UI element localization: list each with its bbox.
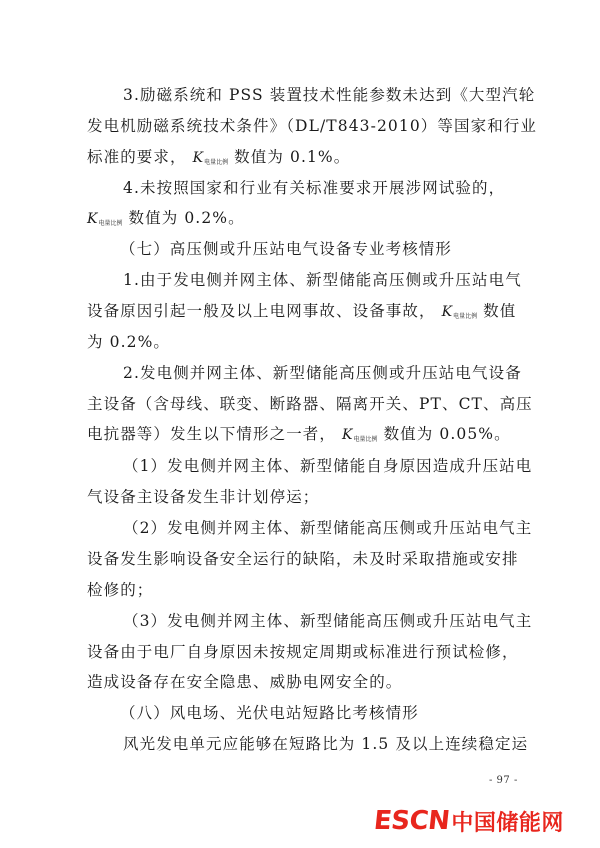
k-letter: K (441, 304, 453, 320)
line-text: 数值 (483, 302, 517, 320)
section-heading: （七）高压侧或升压站电气设备专业考核情形 (120, 240, 453, 258)
paragraph-line: 发电机励磁系统技术条件》（DL/T843-2010）等国家和行业 (87, 117, 538, 135)
paragraph-line: （2）发电侧并网主体、新型储能高压侧或升压站电气主 (123, 519, 533, 537)
line-text: 电抗器等）发生以下情形之一者， (87, 425, 337, 443)
paragraph-line: 2.发电侧并网主体、新型储能高压侧或升压站电气设备 (123, 364, 522, 382)
line-text: 数值为 0.2%。 (128, 209, 245, 227)
paragraph-line (87, 208, 245, 234)
paragraph-line: （1）发电侧并网主体、新型储能自身原因造成升压站电 (123, 457, 533, 475)
line-text: 数值为 0.05%。 (383, 425, 511, 443)
paragraph-line: 3.励磁系统和 PSS 装置技术性能参数未达到《大型汽轮 (123, 86, 536, 104)
paragraph-line: 气设备主设备发生非计划停运； (87, 488, 320, 506)
k-subscript: 电量比例 (98, 220, 123, 227)
k-subscript: 电量比例 (453, 313, 478, 320)
k-subscript: 电量比例 (353, 436, 378, 443)
logo-en-text: ESCN (372, 806, 451, 836)
logo-cn-text: 中国储能网 (451, 810, 564, 836)
paragraph-line: 主设备（含母线、联变、断路器、隔离开关、PT、CT、高压 (87, 395, 533, 413)
paragraph-line: 1.由于发电侧并网主体、新型储能高压侧或升压站电气 (123, 271, 522, 289)
paragraph-line: 4.未按照国家和行业有关标准要求开展涉网试验的， (123, 179, 506, 197)
line-text: 数值为 0.1%。 (234, 148, 351, 166)
paragraph-line: 设备发生影响设备安全运行的缺陷，未及时采取措施或安排 (87, 550, 519, 568)
paragraph-line (87, 424, 511, 450)
paragraph-line: 检修的； (87, 581, 154, 599)
section-heading: （八）风电场、光伏电站短路比考核情形 (120, 704, 419, 722)
k-subscript: 电量比例 (204, 159, 229, 166)
paragraph-line: （3）发电侧并网主体、新型储能高压侧或升压站电气主 (123, 612, 533, 630)
page-number: - 97 - (489, 775, 518, 786)
k-ratio-symbol (342, 427, 377, 443)
k-letter: K (192, 150, 204, 166)
paragraph-line (87, 147, 350, 173)
k-ratio-symbol (442, 304, 477, 320)
k-ratio-symbol (87, 211, 122, 227)
escn-watermark-logo (374, 804, 564, 838)
paragraph-line: 造成设备存在安全隐患、威胁电网安全的。 (87, 673, 403, 691)
paragraph-line: 设备由于电厂自身原因未按规定周期或标准进行预试检修， (87, 643, 519, 661)
paragraph-line (87, 301, 516, 327)
line-text: 设备原因引起一般及以上电网事故、设备事故， (87, 302, 436, 320)
paragraph-line: 风光发电单元应能够在短路比为 1.5 及以上连续稳定运 (123, 735, 529, 753)
paragraph-line: 为 0.2%。 (87, 333, 171, 351)
k-letter: K (342, 427, 353, 443)
line-text: 标准的要求， (87, 148, 187, 166)
k-letter: K (87, 211, 98, 227)
k-ratio-symbol (193, 150, 228, 166)
